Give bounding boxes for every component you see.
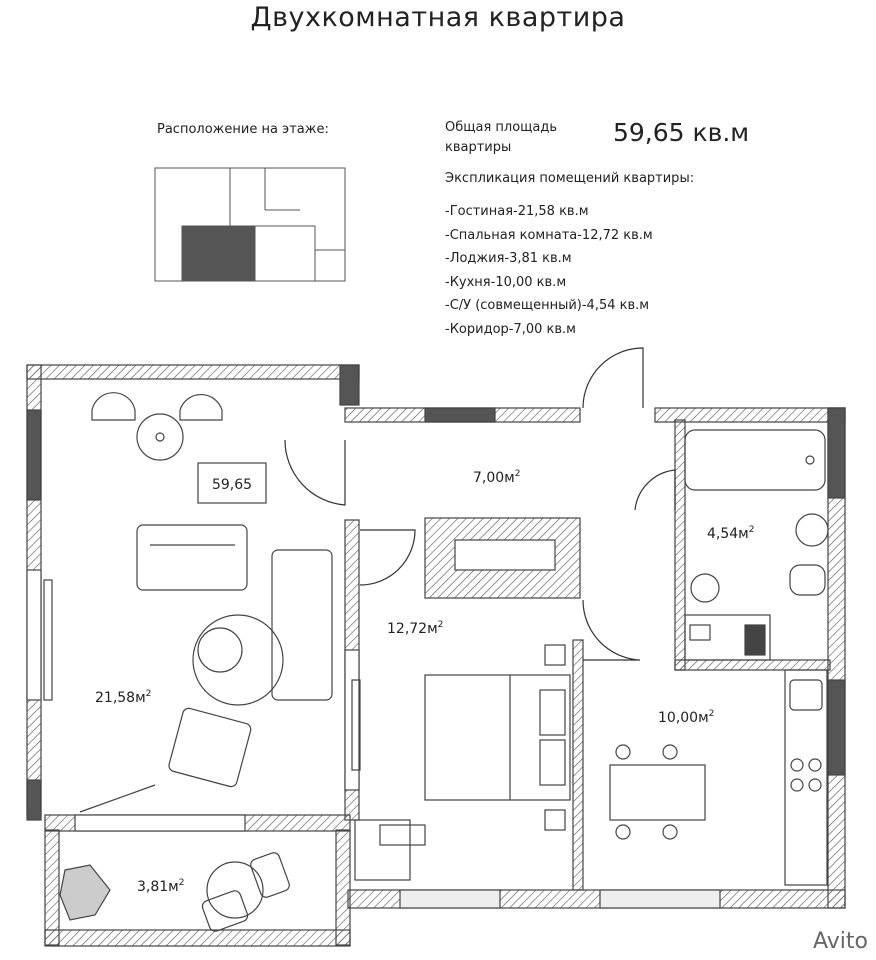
explication-item: -Спальная комната-12,72 кв.м	[445, 227, 653, 243]
room-label-corridor: $7,00м^2$	[473, 469, 521, 486]
total-area-value: 59,65 кв.м	[613, 118, 750, 147]
room-label-living: $21,58м^2$	[95, 689, 152, 706]
explication-item: -Кухня-10,00 кв.м	[445, 274, 567, 290]
explication-item: -С/У (совмещенный)-4,54 кв.м	[445, 298, 650, 313]
explication-item: -Гостиная-21,58 кв.м	[445, 204, 589, 219]
wardrobe	[425, 518, 580, 598]
bathroom-fixtures	[685, 430, 828, 660]
room-label-kitchen: $10,00м^2$	[658, 709, 715, 726]
explication-title: Экспликация помещений квартиры:	[445, 171, 695, 186]
apartment-highlight	[182, 226, 255, 281]
room-label-loggia: $3,81м^2$	[137, 878, 185, 895]
living-room-furniture	[44, 393, 332, 812]
kitchen-furniture	[610, 670, 827, 885]
explication-item: -Лоджия-3,81 кв.м	[445, 251, 572, 266]
room-label-bedroom: $12,72м^2$	[387, 620, 444, 637]
total-area-label: Общая площадь квартиры	[445, 120, 558, 155]
explication-item: -Коридор-7,00 кв.м	[445, 321, 576, 337]
page-title: Двухкомнатная квартира	[250, 2, 626, 33]
room-label-bathroom: $4,54м^2$	[707, 525, 755, 542]
bedroom-furniture	[352, 645, 570, 880]
walls	[27, 365, 845, 946]
area-badge-value: 59,65	[211, 477, 253, 493]
floor-locator-map	[155, 168, 345, 281]
floor-location-label: Расположение на этаже:	[157, 122, 329, 137]
avito-watermark: Avito	[813, 929, 868, 954]
